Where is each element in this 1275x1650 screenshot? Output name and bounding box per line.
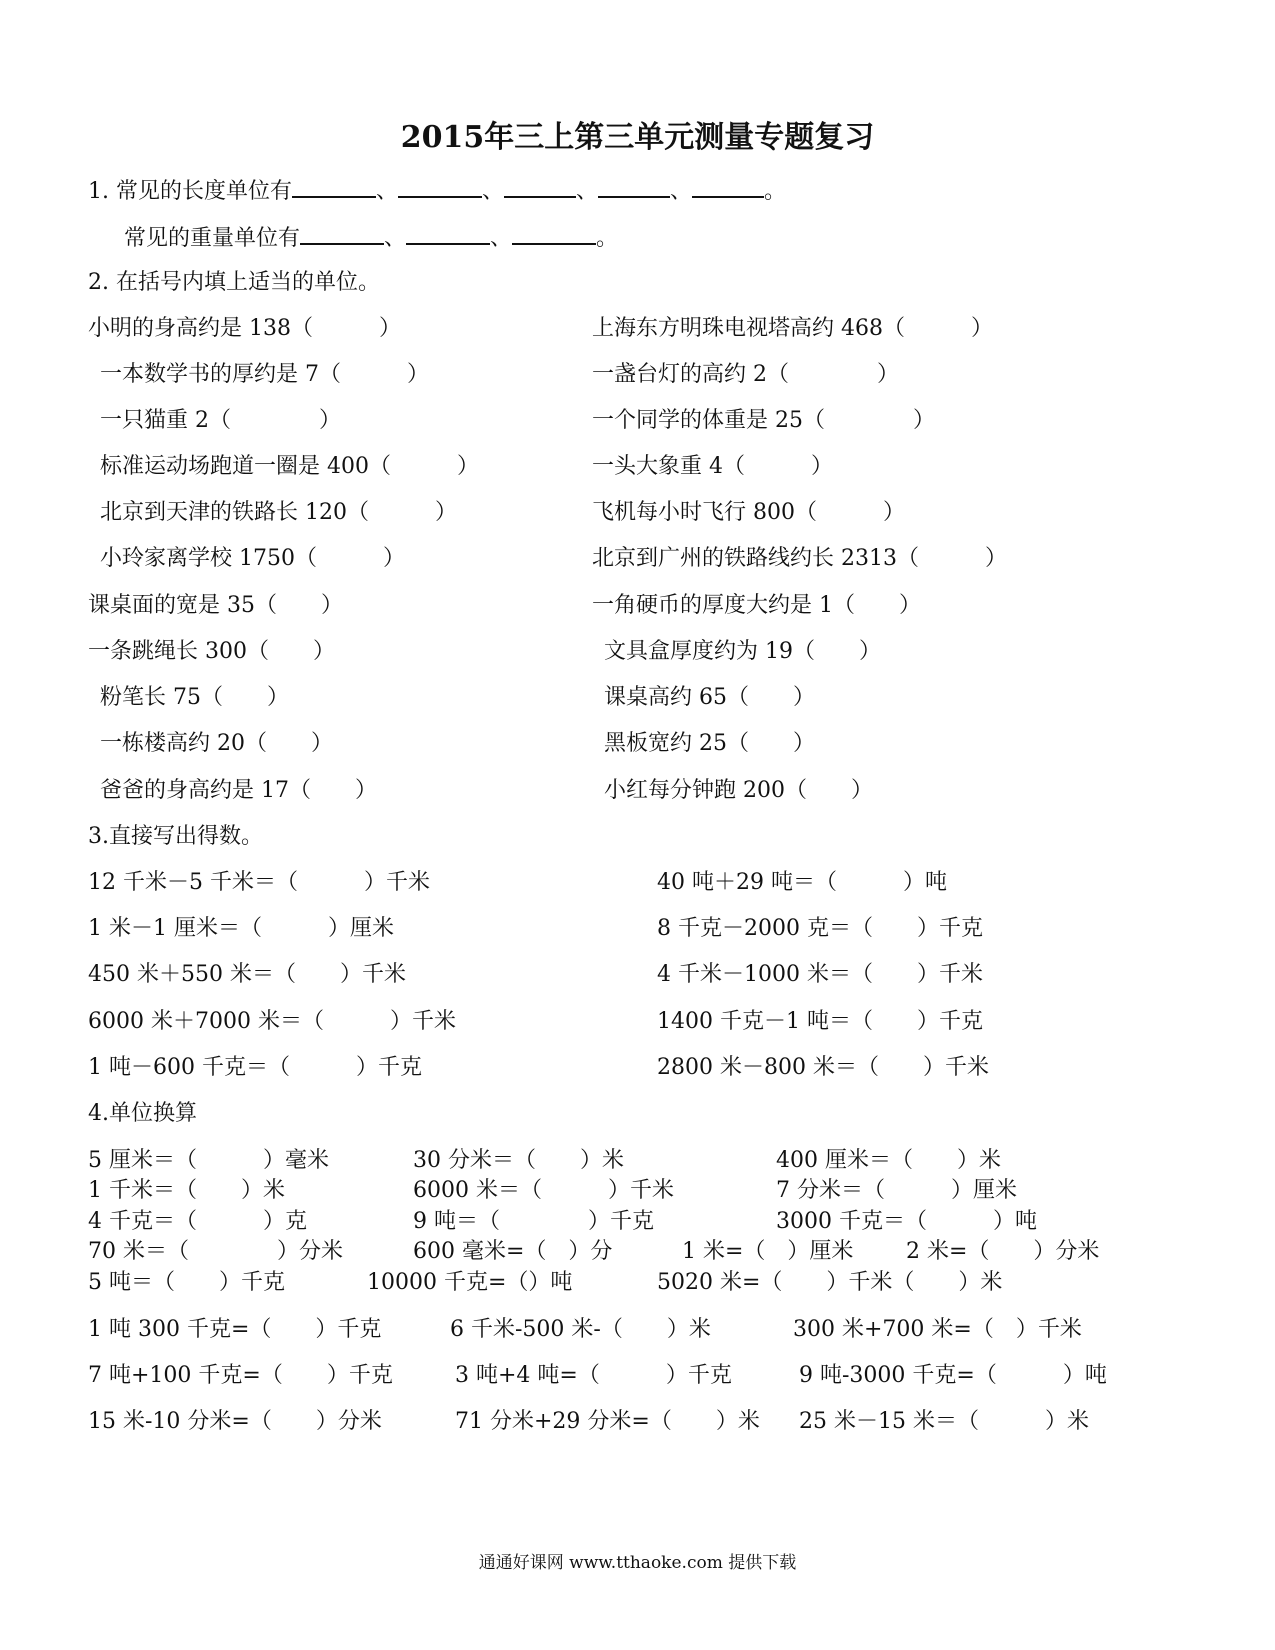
q4-item: 70 米＝（ ）分米: [88, 1239, 343, 1264]
q3-heading: 3.直接写出得数。: [88, 824, 263, 849]
q3-right-item: 4 千米－1000 米＝（ ）千米: [657, 962, 983, 987]
separator: 、: [490, 226, 513, 251]
q2-left-item: 课桌面的宽是 35（ ）: [88, 593, 343, 618]
q2-right-item: 一盏台灯的高约 2（ ）: [592, 362, 899, 387]
q4-item: 7 分米＝（ ）厘米: [776, 1178, 1017, 1203]
q4-item: 25 米－15 米＝（ ）米: [799, 1409, 1089, 1434]
q2-right-item: 一头大象重 4（ ）: [592, 454, 833, 479]
q4-heading: 4.单位换算: [88, 1101, 197, 1126]
q3-left-item: 1 吨－600 千克＝（ ）千克: [88, 1055, 422, 1080]
q2-left-item: 一本数学书的厚约是 7（ ）: [100, 362, 429, 387]
q2-left-item: 小明的身高约是 138（ ）: [88, 316, 401, 341]
answer-blank[interactable]: [292, 176, 376, 198]
q2-right-item: 飞机每小时飞行 800（ ）: [592, 500, 905, 525]
q4-item: 1 米=（ ）厘米: [682, 1239, 854, 1264]
q4-item: 9 吨＝（ ）千克: [413, 1209, 654, 1234]
answer-blank[interactable]: [504, 176, 576, 198]
q2-left-item: 爸爸的身高约是 17（ ）: [100, 778, 377, 803]
period: 。: [764, 179, 787, 204]
separator: 、: [384, 226, 407, 251]
q2-right-item: 一角硬币的厚度大约是 1（ ）: [592, 593, 921, 618]
q4-item: 5 吨＝（ ）千克: [88, 1270, 285, 1295]
q2-right-item: 一个同学的体重是 25（ ）: [592, 408, 935, 433]
q2-heading: 2. 在括号内填上适当的单位。: [88, 270, 380, 295]
q3-right-item: 2800 米－800 米＝（ ）千米: [657, 1055, 989, 1080]
q4-item: 10000 千克=（）吨: [367, 1270, 573, 1295]
q4-item: 600 毫米=（ ）分: [413, 1239, 613, 1264]
q1-line1-prefix: 1. 常见的长度单位有: [88, 179, 292, 204]
q3-left-item: 6000 米＋7000 米＝（ ）千米: [88, 1009, 456, 1034]
q3-left-item: 1 米－1 厘米＝（ ）厘米: [88, 916, 394, 941]
q3-right-item: 1400 千克－1 吨＝（ ）千克: [657, 1009, 983, 1034]
q4-item: 30 分米＝（ ）米: [413, 1148, 624, 1173]
q2-left-item: 北京到天津的铁路长 120（ ）: [100, 500, 457, 525]
q1-weight-units: [124, 223, 618, 253]
answer-blank[interactable]: [300, 223, 384, 245]
q4-item: 71 分米+29 分米=（ ）米: [455, 1409, 760, 1434]
separator: 、: [670, 179, 693, 204]
q2-left-item: 一只猫重 2（ ）: [100, 408, 341, 433]
page-title: 2015年三上第三单元测量专题复习: [400, 120, 875, 155]
q2-right-item: 课桌高约 65（ ）: [604, 685, 815, 710]
q2-left-item: 小玲家离学校 1750（ ）: [100, 546, 405, 571]
q4-item: 15 米-10 分米=（ ）分米: [88, 1409, 382, 1434]
answer-blank[interactable]: [598, 176, 670, 198]
q2-left-item: 一条跳绳长 300（ ）: [88, 639, 335, 664]
q4-item: 6 千米-500 米-（ ）米: [450, 1317, 711, 1342]
q2-left-item: 标准运动场跑道一圈是 400（ ）: [100, 454, 479, 479]
q2-right-item: 文具盒厚度约为 19（ ）: [604, 639, 881, 664]
q4-item: 5 厘米＝（ ）毫米: [88, 1148, 329, 1173]
q3-left-item: 12 千米－5 千米＝（ ）千米: [88, 870, 430, 895]
answer-blank[interactable]: [692, 176, 764, 198]
answer-blank[interactable]: [406, 223, 490, 245]
q4-item: 300 米+700 米=（ ）千米: [793, 1317, 1082, 1342]
q3-right-item: 8 千克－2000 克＝（ ）千克: [657, 916, 983, 941]
q4-item: 400 厘米＝（ ）米: [776, 1148, 1001, 1173]
period: 。: [596, 226, 619, 251]
q4-item: 1 千米＝（ ）米: [88, 1178, 285, 1203]
answer-blank[interactable]: [512, 223, 596, 245]
q4-item: 6000 米＝（ ）千米: [413, 1178, 674, 1203]
q3-left-item: 450 米＋550 米＝（ ）千米: [88, 962, 406, 987]
q4-item: 4 千克＝（ ）克: [88, 1209, 307, 1234]
q2-left-item: 粉笔长 75（ ）: [100, 685, 289, 710]
q1-line2-prefix: 常见的重量单位有: [124, 226, 301, 251]
q2-right-item: 黑板宽约 25（ ）: [604, 731, 815, 756]
q4-item: 5020 米=（ ）千米（ ）米: [657, 1270, 1003, 1295]
q4-item: 7 吨+100 千克=（ ）千克: [88, 1363, 393, 1388]
q4-item: 3000 千克＝（ ）吨: [776, 1209, 1037, 1234]
q4-item: 1 吨 300 千克=（ ）千克: [88, 1317, 382, 1342]
q4-item: 2 米=（ ）分米: [906, 1239, 1100, 1264]
q1-length-units: [88, 176, 786, 206]
page-footer: 通通好课网 www.tthaoke.com 提供下载: [478, 1553, 797, 1573]
q4-item: 9 吨-3000 千克=（ ）吨: [799, 1363, 1107, 1388]
q2-right-item: 小红每分钟跑 200（ ）: [604, 778, 873, 803]
separator: 、: [576, 179, 599, 204]
answer-blank[interactable]: [398, 176, 482, 198]
separator: 、: [375, 179, 398, 204]
q4-item: 3 吨+4 吨=（ ）千克: [455, 1363, 732, 1388]
q2-left-item: 一栋楼高约 20（ ）: [100, 731, 333, 756]
q3-right-item: 40 吨＋29 吨＝（ ）吨: [657, 870, 947, 895]
q2-right-item: 上海东方明珠电视塔高约 468（ ）: [592, 316, 993, 341]
q2-right-item: 北京到广州的铁路线约长 2313（ ）: [592, 546, 1007, 571]
separator: 、: [482, 179, 505, 204]
